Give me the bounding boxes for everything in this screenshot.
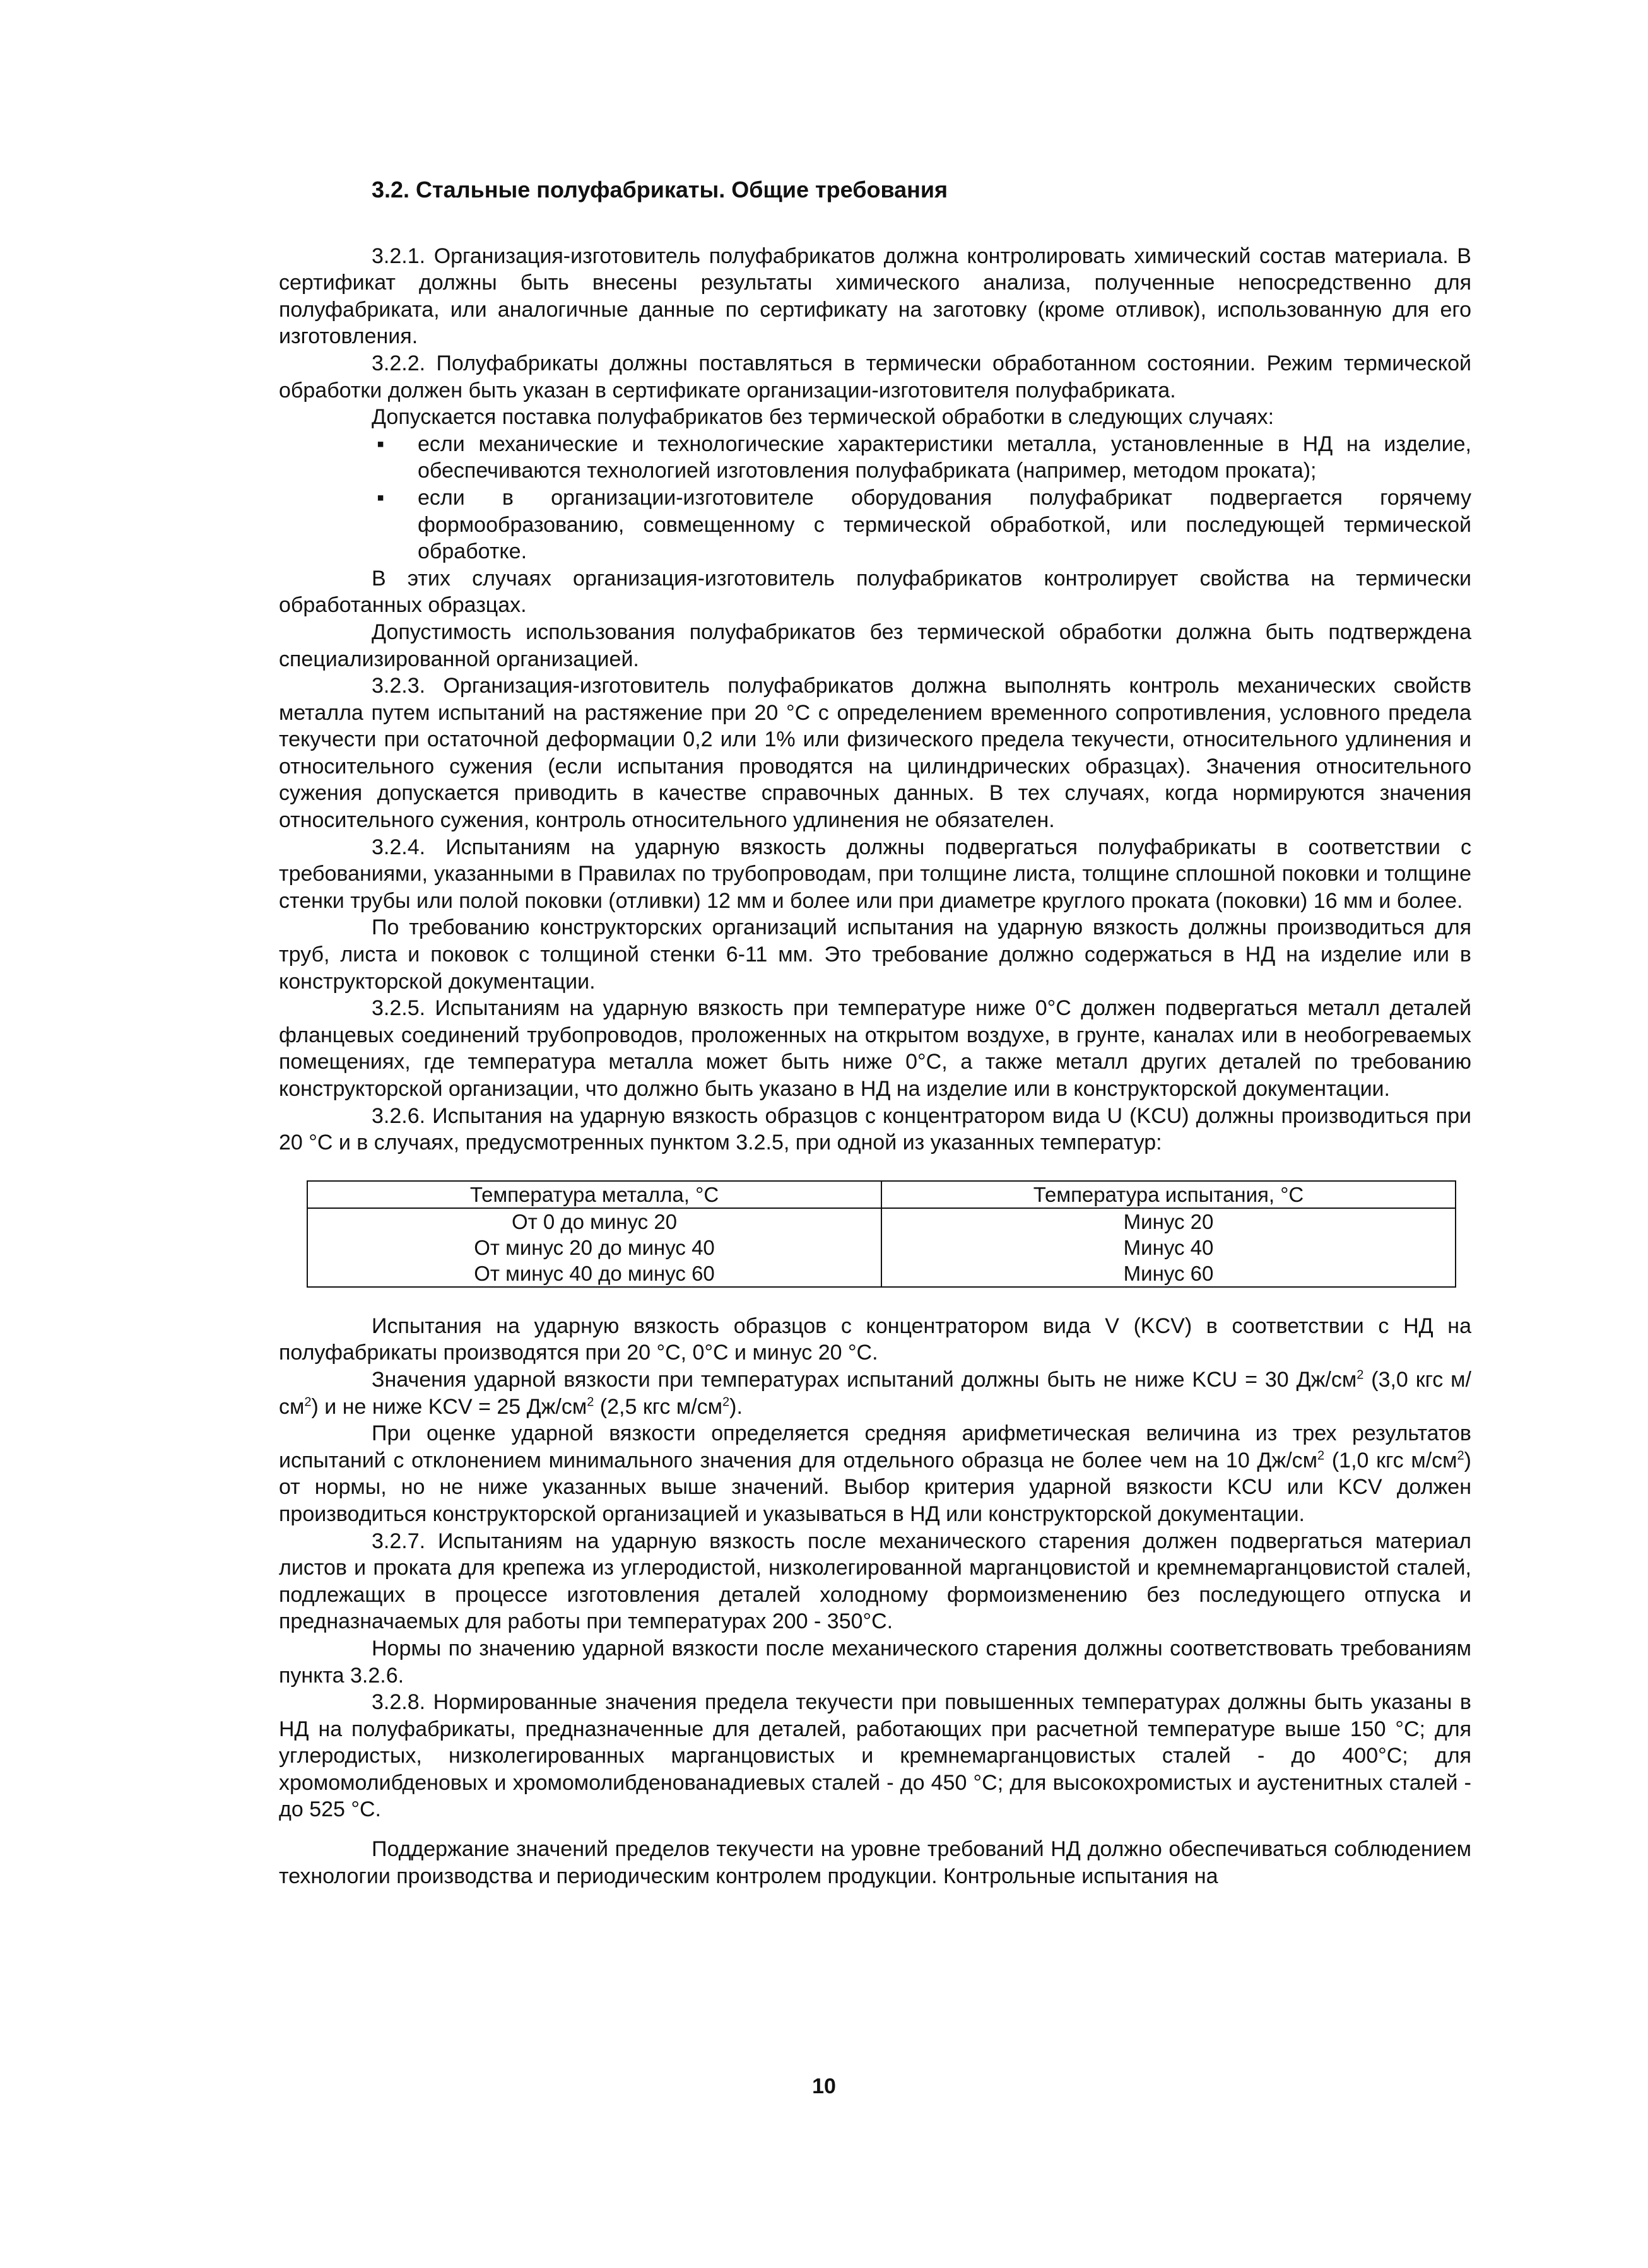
table-row	[307, 1208, 1456, 1235]
column-header-test-temp: Температура испытания, °С	[881, 1181, 1456, 1208]
temperature-table	[307, 1180, 1456, 1288]
section-title: 3.2. Стальные полуфабрикаты. Общие требования	[372, 177, 948, 203]
document-page	[279, 177, 1471, 1889]
exceptions-list	[279, 431, 1471, 565]
column-header-metal-temp: Температура металла, °С	[307, 1181, 881, 1208]
table-cell: Минус 40	[881, 1235, 1456, 1260]
paragraph-3-2-7: 3.2.7. Испытаниям на ударную вязкость после механического старения должен подвергаться материал листов и проката для крепежа из углеродистой, низколегированной марганцовистой и кремнемарганцовистой сталей, подлежащих в процессе изготовления деталей холодному формоизменению без последующего отпуска и предназначаемых для работы при температурах 200 - 350°С.	[279, 1529, 1471, 1634]
bullet-icon: ▪	[377, 432, 385, 456]
paragraph-3-2-6: 3.2.6. Испытания на ударную вязкость образцов с концентратором вида U (KCU) должны производиться при 20 °С и в случаях, предусмотренных пунктом 3.2.5, при одной из указанных температур:	[279, 1103, 1471, 1155]
list-item-text: если в организации-изготовителе оборудования полуфабрикат подвергается горячему формообразованию, совмещенному с термической обработкой, или последующей термической обработке.	[418, 485, 1471, 564]
paragraph-3-2-8: 3.2.8. Нормированные значения предела текучести при повышенных температурах должны быть указаны в НД на полуфабрикаты, предназначенные для деталей, работающих при расчетной температуре выше 150 °С; для углеродистых, низколегированных марганцовистых и кремнемарганцовистых сталей - до 400°С; для хромомолибденовых и хромомолибденованадиевых сталей - до 450 °С; для высокохромистых и аустенитных сталей - до 525 °С.	[279, 1690, 1471, 1822]
paragraph-impact-evaluation: При оценке ударной вязкости определяется средняя арифметическая величина из трех результатов испытаний с отклонением минимального значения для отдельного образца не более чем на 10 $Дж/см^2$ (1,0 кгс $м/см^2$) от нормы, но не ниже указанных выше значений. Выбор критерия ударной вязкости KCU или KCV должен производиться конструкторской организацией и указываться в НД или конструкторской документации.	[279, 1421, 1471, 1526]
paragraph-confirmation: Допустимость использования полуфабрикатов без термической обработки должна быть подтверждена специализированной организацией.	[279, 620, 1471, 671]
table-row	[307, 1260, 1456, 1287]
paragraph-3-2-4: 3.2.4. Испытаниям на ударную вязкость должны подвергаться полуфабрикаты в соответствии с требованиями, указанными в Правилах по трубопроводам, при толщине листа, толщине сплошной поковки и толщине стенки трубы или полой поковки (отливки) 12 мм и более или при диаметре круглого проката (поковки) 16 мм и более.	[279, 835, 1471, 913]
paragraph-3-2-2: 3.2.2. Полуфабрикаты должны поставляться в термически обработанном состоянии. Режим термической обработки должен быть указан в сертификате организации-изготовителя полуфабриката.	[279, 351, 1471, 402]
table-cell: Минус 60	[881, 1260, 1456, 1287]
paragraph-aging-norms: Нормы по значению ударной вязкости после механического старения должны соответствовать требованиям пункта 3.2.6.	[279, 1636, 1471, 1688]
paragraph-3-2-5: 3.2.5. Испытаниям на ударную вязкость при температуре ниже 0°С должен подвергаться металл деталей фланцевых соединений трубопроводов, проложенных на открытом воздухе, в грунте, каналах или в необогреваемых помещениях, где температура металла может быть ниже 0°С, а также металл других деталей по требованию конструкторской организации, что должно быть указано в НД на изделие или в конструкторской документации.	[279, 996, 1471, 1101]
list-item	[279, 485, 1471, 565]
bullet-icon: ▪	[377, 485, 385, 510]
table-cell: От минус 20 до минус 40	[307, 1235, 881, 1260]
paragraph-3-2-3: 3.2.3. Организация-изготовитель полуфабрикатов должна выполнять контроль механических свойств металла путем испытаний на растяжение при 20 °С с определением временного сопротивления, условного предела текучести при остаточной деформации 0,2 или 1% или физического предела текучести, относительного удлинения и относительного сужения (если испытания проводятся на цилиндрических образцах). Значения относительного сужения допускается приводить в качестве справочных данных. В тех случаях, когда нормируются значения относительного сужения, контроль относительного удлинения не обязателен.	[279, 674, 1471, 833]
paragraph-impact-values: Значения ударной вязкости при температурах испытаний должны быть не ниже KCU = 30 $Дж/см^2$ (3,0 кгс $м/см^2$) и не ниже KCV = 25 $Дж/см^2$ (2,5 кгс $м/см^2$).	[279, 1367, 1472, 1419]
table-row	[307, 1235, 1456, 1260]
paragraph-kcv-tests: Испытания на ударную вязкость образцов с концентратором вида V (KCV) в соответствии с НД на полуфабрикаты производятся при 20 °С, 0°С и минус 20 °С.	[279, 1313, 1471, 1365]
temperature-table-wrapper	[307, 1180, 1471, 1288]
table-header-row	[307, 1181, 1456, 1208]
table-cell: Минус 20	[881, 1208, 1456, 1235]
paragraph-yield-control: Поддержание значений пределов текучести на уровне требований НД должно обеспечиваться соблюдением технологии производства и периодическим контролем продукции. Контрольные испытания на	[279, 1837, 1471, 1888]
paragraph-control-note: В этих случаях организация-изготовитель полуфабрикатов контролирует свойства на термически обработанных образцах.	[279, 566, 1471, 618]
table-cell: От 0 до минус 20	[307, 1208, 881, 1235]
table-cell: От минус 40 до минус 60	[307, 1260, 881, 1287]
paragraph-designer-requirement: По требованию конструкторских организаций испытания на ударную вязкость должны производиться для труб, листа и поковок с толщиной стенки 6-11 мм. Это требование должно содержаться в НД на изделие или в конструкторской документации.	[279, 915, 1471, 994]
paragraph-3-2-1: 3.2.1. Организация-изготовитель полуфабрикатов должна контролировать химический состав материала. В сертификат должны быть внесены результаты химического анализа, полученные непосредственно для полуфабриката, или аналогичные данные по сертификату на заготовку (кроме отливок), использованную для его изготовления.	[279, 244, 1471, 349]
paragraph-exceptions-intro: Допускается поставка полуфабрикатов без термической обработки в следующих случаях:	[372, 405, 1274, 430]
list-item-text: если механические и технологические характеристики металла, установленные в НД на изделие, обеспечиваются технологией изготовления полуфабриката (например, методом проката);	[418, 432, 1471, 483]
page-number: 10	[812, 2074, 836, 2098]
list-item	[279, 431, 1471, 485]
